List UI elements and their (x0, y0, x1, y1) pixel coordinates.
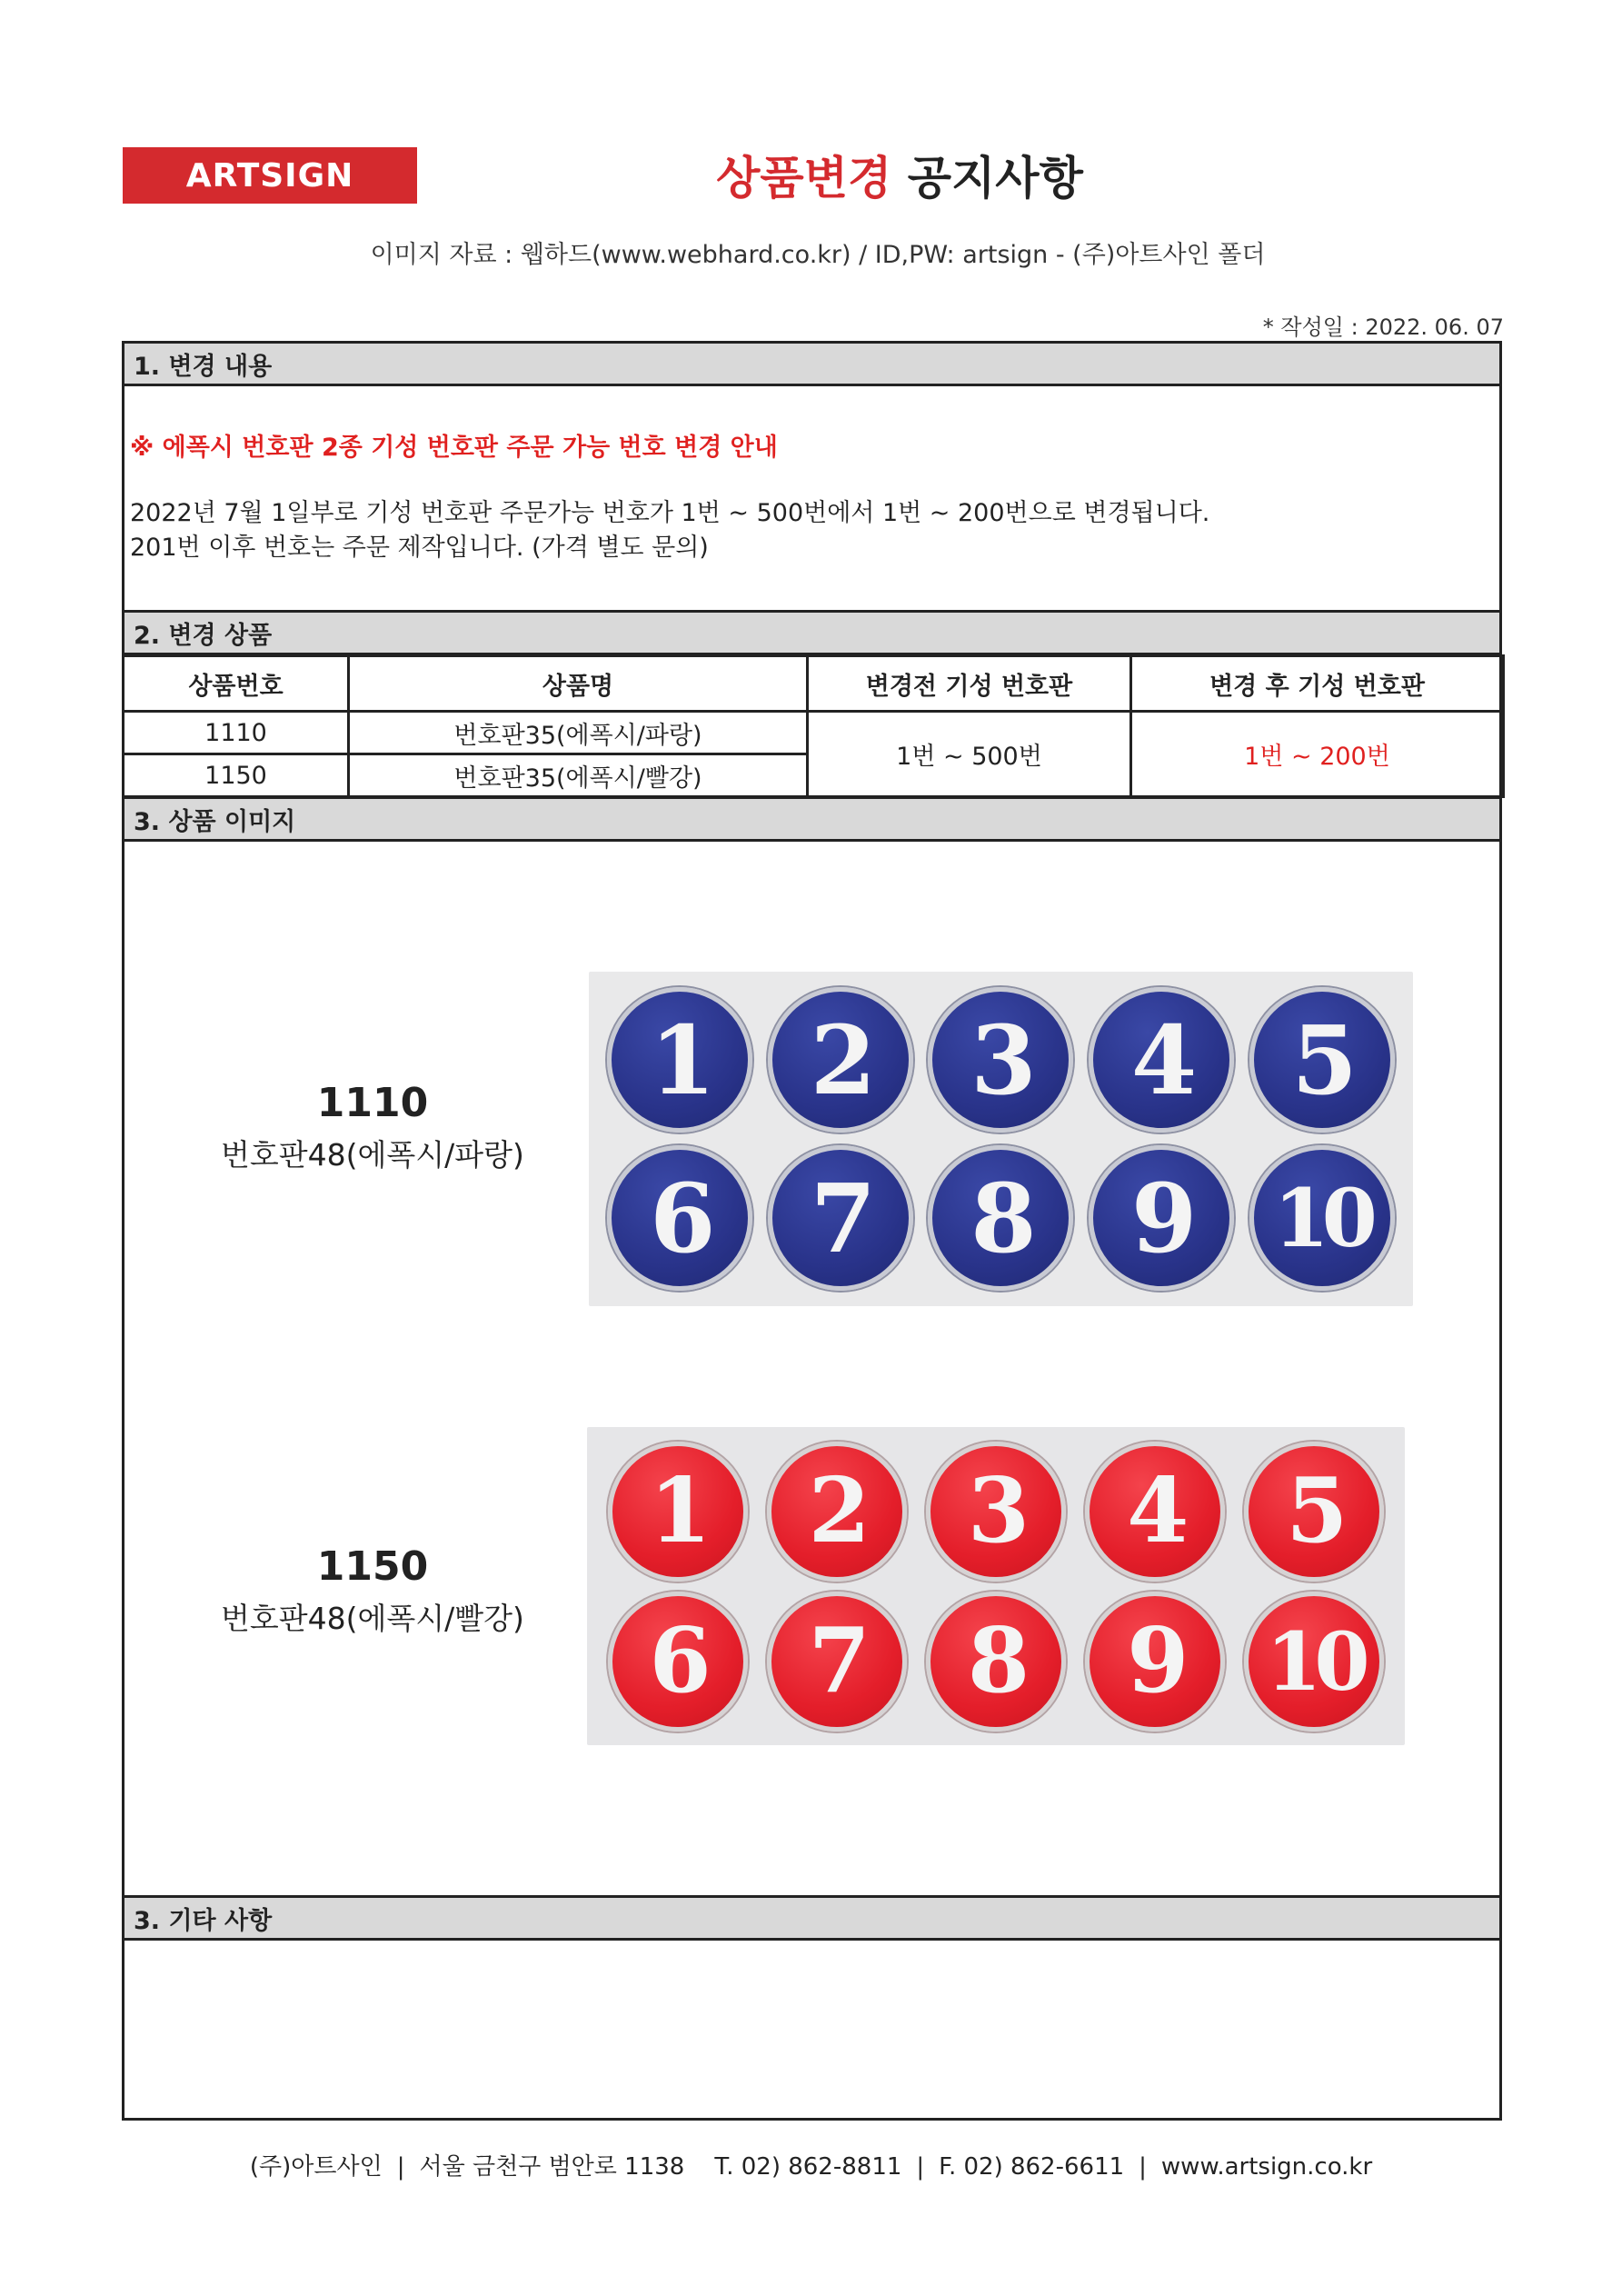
change-notice: ※ 에폭시 번호판 2종 기성 번호판 주문 가능 번호 변경 안내 (130, 434, 778, 462)
number-plate: 4 (1085, 1442, 1225, 1582)
product-label-blue (164, 1080, 582, 1174)
product-name: 번호판35(에폭시/빨강) (349, 754, 808, 797)
number-plate: 2 (768, 987, 913, 1133)
title-rest: 공지사항 (891, 152, 1083, 205)
page-title (582, 142, 1218, 207)
written-date: * 작성일 : 2022. 06. 07 (1262, 314, 1504, 340)
change-description (130, 496, 1209, 565)
artsign-logo: ARTSIGN (123, 147, 417, 204)
blue-number-plates-image (589, 972, 1413, 1306)
title-accent: 상품변경 (716, 152, 892, 205)
product-label-red (164, 1543, 582, 1638)
number-plate: 8 (928, 1145, 1073, 1291)
table-header-row (124, 656, 1504, 712)
footer-address: 서울 금천구 범안로 1138 (419, 2153, 685, 2181)
after-range: 1번 ~ 200번 (1131, 712, 1504, 797)
column-header: 변경 후 기성 번호판 (1131, 656, 1504, 712)
product-name-label: 번호판48(에폭시/파랑) (221, 1137, 524, 1173)
description-line-1: 2022년 7월 1일부로 기성 번호판 주문가능 번호가 1번 ~ 500번에서 1번 ~ 200번으로 변경됩니다. (130, 499, 1210, 527)
number-plate: 6 (608, 1592, 748, 1732)
section-heading-products: 2. 변경 상품 (122, 610, 1502, 655)
number-plate: 7 (767, 1592, 907, 1732)
number-plate: 1 (608, 1442, 748, 1582)
footer-web: www.artsign.co.kr (1160, 2153, 1373, 2181)
number-plate: 3 (928, 987, 1073, 1133)
product-name-label: 번호판48(에폭시/빨강) (221, 1601, 524, 1636)
description-line-2: 201번 이후 번호는 주문 제작입니다. (가격 별도 문의) (130, 534, 709, 562)
number-plate: 10 (1249, 1145, 1395, 1291)
column-header: 상품명 (349, 656, 808, 712)
number-plate: 6 (607, 1145, 752, 1291)
footer: (주)아트사인 | 서울 금천구 범안로 1138 T. 02) 862-8811 | F. 02) 862-6611 | www.artsign.co.kr (249, 2153, 1373, 2181)
section-heading-changes: 1. 변경 내용 (122, 341, 1502, 386)
product-code: 1110 (124, 712, 349, 754)
number-plate: 5 (1249, 987, 1395, 1133)
number-plate: 3 (926, 1442, 1066, 1582)
before-range: 1번 ~ 500번 (808, 712, 1131, 797)
number-plate: 8 (926, 1592, 1066, 1732)
footer-company: (주)아트사인 (249, 2153, 383, 2181)
number-plate: 5 (1244, 1442, 1384, 1582)
number-plate: 7 (768, 1145, 913, 1291)
image-source-note: 이미지 자료 : 웹하드(www.webhard.co.kr) / ID,PW: artsign - (주)아트사인 폴더 (370, 241, 1266, 269)
product-code: 1150 (124, 754, 349, 797)
number-plate: 9 (1089, 1145, 1234, 1291)
column-header: 상품번호 (124, 656, 349, 712)
section-heading-other: 3. 기타 사항 (122, 1895, 1502, 1941)
footer-tel: T. 02) 862-8811 (714, 2153, 902, 2181)
number-plate: 1 (607, 987, 752, 1133)
number-plate: 4 (1089, 987, 1234, 1133)
column-header: 변경전 기성 번호판 (808, 656, 1131, 712)
footer-fax: F. 02) 862-6611 (939, 2153, 1125, 2181)
red-number-plates-image (587, 1427, 1405, 1745)
section-heading-images: 3. 상품 이미지 (122, 796, 1502, 842)
product-code-label: 1150 (316, 1543, 429, 1590)
number-plate: 10 (1244, 1592, 1384, 1732)
product-name: 번호판35(에폭시/파랑) (349, 712, 808, 754)
number-plate: 2 (767, 1442, 907, 1582)
number-plate: 9 (1085, 1592, 1225, 1732)
product-code-label: 1110 (316, 1080, 429, 1126)
product-table (122, 654, 1505, 798)
table-row (124, 712, 1504, 754)
